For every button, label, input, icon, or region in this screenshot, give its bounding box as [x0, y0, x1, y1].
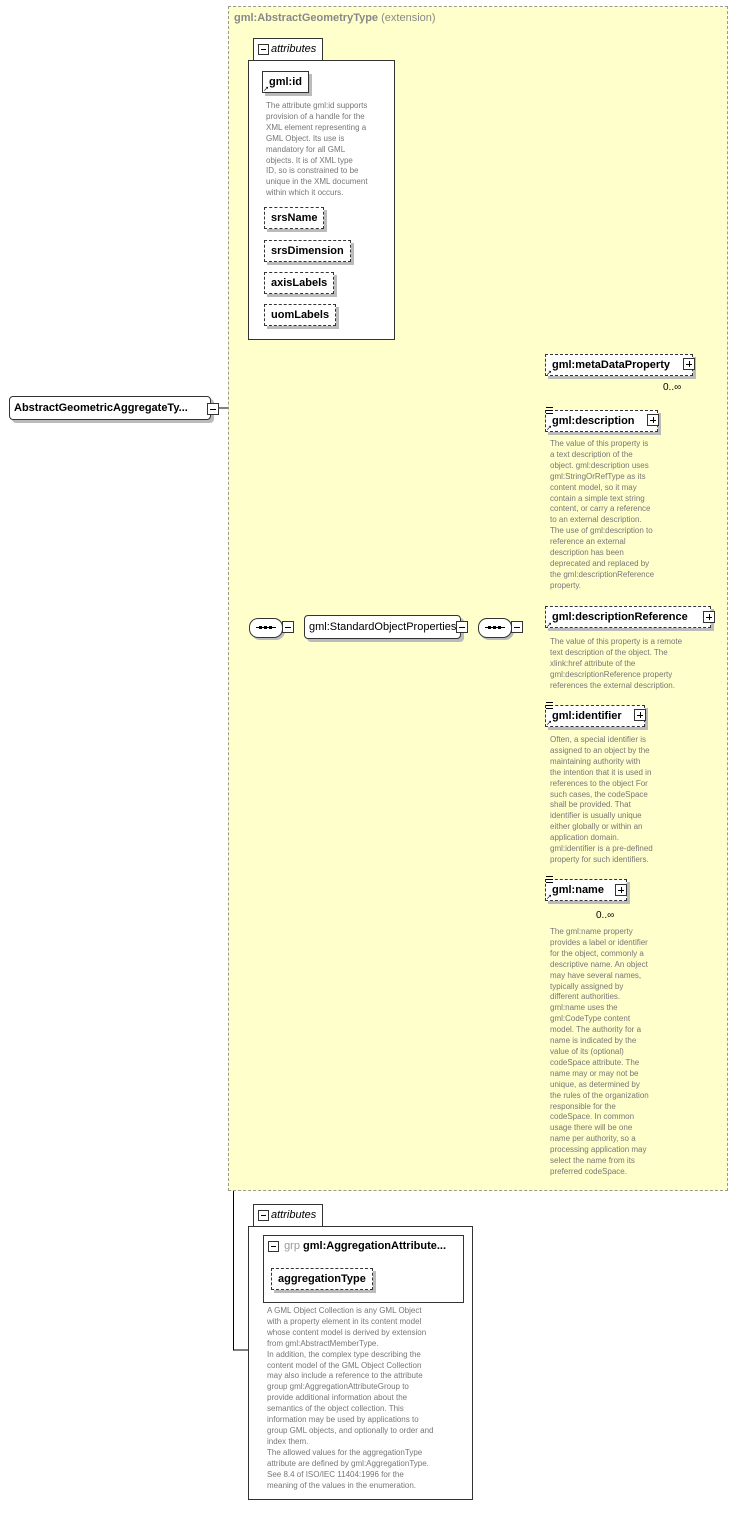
expand-metadataproperty-icon[interactable] — [683, 358, 695, 370]
group-name: gml:AggregationAttribute... — [303, 1240, 447, 1252]
element-description[interactable]: gml:description — [545, 410, 658, 432]
collapse-inner-sequence-icon[interactable] — [511, 621, 523, 633]
element-name[interactable]: gml:name — [545, 879, 627, 901]
name-doc: The gml:name property provides a label or identifier for the object, commonly a descriptive name. An object may have several names, typically assigned by different authorities. gml:name uses the gml:CodeType content model. The authority for a name is indicated by the value of its (optional) codeSpace attribute. The name may or may not be unique, as determined by the rules of the organization responsible for the codeSpace. In common usage there will be one name per authority, so a processing application may select the name from its preferred codeSpace. — [550, 927, 649, 1176]
group-label: grp — [284, 1240, 300, 1252]
expand-name-icon[interactable] — [615, 884, 627, 896]
metadataproperty-multiplicity: 0..∞ — [663, 382, 682, 393]
reference-arrow-icon: ↗ — [546, 425, 552, 432]
description-doc: The value of this property is a text description of the object. gml:description uses gml:StringOrRefType as its content model, so it may contain a simple text string content, or carry a reference to an external description. The use of gml:description to reference an external description has been deprecated and replaced by the gml:descriptionReference property. — [550, 439, 655, 590]
expand-description-icon[interactable] — [647, 414, 659, 426]
attribute-group-header[interactable] — [268, 1240, 446, 1252]
documentation-lines-icon — [546, 702, 553, 709]
name-multiplicity: 0..∞ — [596, 910, 615, 921]
element-descriptionreference[interactable]: gml:descriptionReference — [545, 606, 711, 628]
collapse-root-icon[interactable] — [207, 403, 219, 415]
root-element[interactable]: AbstractGeometricAggregateTy... — [9, 396, 211, 420]
expand-identifier-icon[interactable] — [634, 709, 646, 721]
reference-arrow-icon: ↗ — [546, 370, 552, 377]
collapse-icon[interactable] — [258, 44, 269, 55]
attribute-gml-id[interactable]: gml:id — [262, 71, 309, 93]
collapse-group-icon[interactable] — [456, 621, 468, 633]
collapse-icon[interactable] — [258, 1210, 269, 1221]
extension-type-name[interactable]: gml:AbstractGeometryType — [234, 12, 379, 24]
reference-arrow-icon: ↗ — [546, 894, 552, 901]
sequence-compositor — [249, 618, 283, 638]
reference-arrow-icon: ↗ — [546, 720, 552, 727]
outer-attributes-doc: A GML Object Collection is any GML Object with a property element in its content model whose content model is derived by extension from gml:AbstractMemberType. In addition, the complex type describing the content model of the GML Object Collection may also include a reference to the attribute group gml:AggregationAttributeGroup to provide additional information about the semantics of the object collection. This information may be used by applications to group GML objects, and optionally to order and index them. The allowed values for the aggregationType attribute are defined by gml:AggregationType. See 8.4 of ISO/IEC 11404:1996 for the meaning of the values in the enumeration. — [267, 1306, 434, 1490]
attribute-aggregationtype[interactable]: aggregationType — [271, 1268, 373, 1290]
outer-attributes-tab-label: attributes — [271, 1209, 317, 1221]
element-identifier[interactable]: gml:identifier — [545, 705, 645, 727]
expand-descriptionreference-icon[interactable] — [703, 611, 715, 623]
reference-arrow-icon: ↗ — [546, 622, 552, 629]
documentation-lines-icon — [546, 407, 553, 414]
collapse-icon[interactable] — [268, 1241, 279, 1252]
attribute-srsname[interactable]: srsName — [264, 207, 324, 229]
attribute-uomlabels[interactable]: uomLabels — [264, 304, 336, 326]
identifier-doc: Often, a special identifier is assigned to an object by the maintaining authority with the intention that it is used in references to the object For such cases, the codeSpace shall be provided. That identifier is usually unique either globally or within an application domain. gml:identifier is a pre-defined property for such identifiers. — [550, 735, 653, 864]
sequence-compositor-inner — [478, 618, 512, 638]
documentation-lines-icon — [546, 876, 553, 883]
extension-title — [234, 12, 436, 24]
reference-arrow-icon: ↗ — [263, 86, 269, 93]
attributes-tab-label: attributes — [271, 43, 317, 55]
element-metadataproperty[interactable]: gml:metaDataProperty — [545, 354, 693, 376]
descriptionreference-doc: The value of this property is a remote text description of the object. The xlink:href attribute of the gml:descriptionReference property references the external description. — [550, 637, 683, 690]
attribute-srsdimension[interactable]: srsDimension — [264, 240, 351, 262]
outer-attributes-tab[interactable] — [253, 1204, 323, 1226]
gml-id-doc: The attribute gml:id supports provision of a handle for the XML element representing a GML Object. Its use is mandatory for all GML objects. It is of XML type ID, so is constrained to be unique in the XML document within which it occurs. — [266, 101, 368, 198]
attribute-axislabels[interactable]: axisLabels — [264, 272, 334, 294]
group-standard-object-properties[interactable]: gml:StandardObjectProperties — [304, 615, 461, 639]
extension-note: (extension) — [381, 12, 436, 24]
collapse-sequence-icon[interactable] — [282, 621, 294, 633]
attributes-tab[interactable] — [253, 38, 323, 60]
